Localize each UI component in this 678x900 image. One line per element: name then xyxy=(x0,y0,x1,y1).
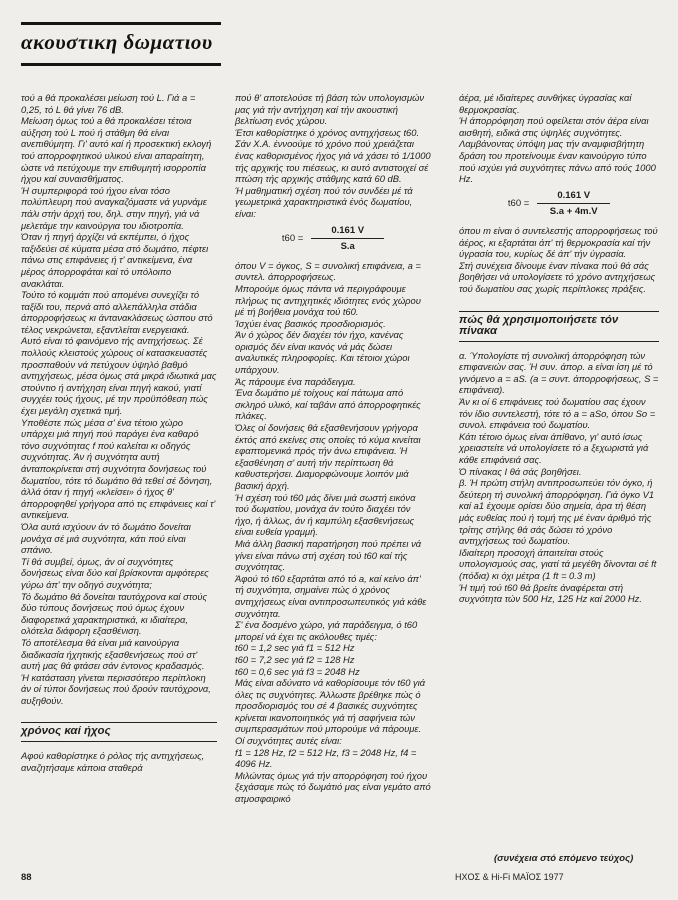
paragraph: Άν ό χώρος δέν διαχέει τόν ήχο, κανένας ορισμός δέν είναι ικανός νά μάς δώσει αναλυτικές πληροφορίες. Και τέτοιοι χώροι υπάρχουν. xyxy=(235,329,410,376)
paragraph: Ή συμπεριφορά τού ήχου είναι τόσο πολύπλευρη πού αναγκαζόμαστε νά γυρνάμε πάλι στήν άρχή του, δηλ. στην πηγή, γιά νά μελετάμε την καινούργια του ιδιοτροπία. xyxy=(21,184,207,231)
paragraph: Σάν Χ.Α. έννοούμε τό χρόνο πού χρειάζεται ένας καθορισμένος ήχος γιά νά χάσει τό 1/1000 τής αρχικής του πιέσεως, κι αυτό αντιστοιχεί σέ πτώση τής αρχικής στάθμης κατά 60 dB. xyxy=(235,138,431,185)
paragraph: Υποθέστε πώς μέσα σ' ένα τέτοιο χώρο υπάρχει μιά πηγή πού παράγει ένα καθαρό τόνο συχνότητας f πού καλείται κι οδηγός συχνότητας. Άν ή συχνότητα αυτή άνταποκρίνεται στή συχνότητα δονήσεως τού δωματίου, τότε τό δωμάτιο θά τεθεί σέ δόνηση, άλλά όταν ή πηγή «κλείσει» ό ήχος θ' άπορροφηθεί γρήγορα από τις επιφάνειες καί τ' αντικείμενα. xyxy=(21,416,216,521)
paragraph: Τούτο τό κομμάτι πού απομένει συνεχίζει τό ταξίδι του, περνά από αλλεπάλληλα στάδια άπορροφήσεως κι άντανακλάσεως ώσπου στό τέλος νεκρώνεται, εξαντλείται ενεργειακά. xyxy=(21,289,213,335)
continued-note: (συνέχεια στό επόμενο τεύχος) xyxy=(494,853,634,864)
formula-fraction xyxy=(537,190,610,218)
example-value-row: t60 = 0,6 sec γιά f3 = 2048 Hz xyxy=(235,665,360,677)
paragraph: Άς πάρουμε ένα παράδειγμα. xyxy=(235,375,356,387)
example-value-row: t60 = 1,2 sec γιά f1 = 512 Hz xyxy=(235,642,355,654)
paragraph: Ό πίνακας Ι θά σάς βοηθήσει. xyxy=(459,465,582,477)
paragraph: Ή κατάσταση γίνεται περισσότερο περίπλοκη άν οί τύποι δονήσεως πού δρούν ταυτόχρονα, αυξηθούν. xyxy=(21,671,211,706)
paragraph: Μπορούμε όμως πάντα νά περιγράφουμε πλήρως τις αντηχητικές ιδιότητες ενός χώρου μέ τή βοήθεια μονάχα τού t60. xyxy=(235,282,421,318)
paragraph: Ή άπορρόφηση πού οφείλεται στόν άέρα είναι αισθητή, ειδικά στις ύψηλές συχνότητες. xyxy=(459,115,649,138)
paragraph: Τί θά συμβεί, όμως, άν οί συχνότητες δονήσεως είναι δύο καί βρίσκονται αμφότερες γύρω άπ' την οδηγό συχνότητα; xyxy=(21,555,209,590)
reverb-formula xyxy=(235,225,431,253)
formula-lhs: t60 = xyxy=(507,198,530,210)
paragraph: Μιλώντας όμως γιά τήν απορρόφηση τού ήχου ξεχάσαμε πώς τό δωμάτιό μας είναι γεμάτο από ατμοσφαιρικό xyxy=(235,769,431,805)
formula-fraction xyxy=(311,225,384,253)
example-value-row: t60 = 7,2 sec γιά f2 = 128 Hz xyxy=(235,653,355,665)
paragraph: Αφού καθορίστηκε ό ρόλος τής αντηχήσεως, αναζητήσαμε κάποια σταθερά xyxy=(21,750,205,773)
header-rule-bottom xyxy=(21,63,221,66)
paragraph: Ή σχέση τού t60 μάς δίνει μιά σωστή εικόνα τού δωματίου, μονάχα άν τούτο διαχέει τόν ήχο, ή άλλως, άν ή καμπύλη εξασθενήσεως είναι ευθεία γραμμή. xyxy=(235,491,416,538)
paragraph: τού a θά προκαλέσει μείωση τού L. Γιά a = 0,25, τό L θά γίνει 76 dB. xyxy=(21,92,196,115)
page-number: 88 xyxy=(21,872,32,883)
formula-denominator: S.a + 4m.V xyxy=(549,206,598,218)
formula-numerator: 0.161 V xyxy=(537,190,610,205)
formula-lhs: t60 = xyxy=(281,232,304,244)
paragraph: Έτσι καθορίστηκε ό χρόνος αντηχήσεως t60. xyxy=(235,126,420,138)
paragraph: Όλα αυτά ισχύουν άν τό δωμάτιο δονείται μονάχα σέ μιά συχνότητα, κάτι πού είναι σπάνιο. xyxy=(21,520,191,556)
paragraph: Λαμβάνοντας ύπόψη μας τήν αναμφισβήτητη δράση του προτείνουμε έναν καινούργιο τύπο πού ισχύει γιά συχνότητες πάνω από τούς 1000 Hz. xyxy=(459,138,656,185)
air-absorption-formula xyxy=(459,190,659,218)
paragraph: Ή μαθηματική σχέση πού τόν συνδέει μέ τά γεωμετρικά χαρακτηριστικά ένός δωματίου, είναι: xyxy=(235,184,413,219)
paragraph: Ένα δωμάτιο μέ τοίχους καί πάτωμα από σκληρό υλικό, καί ταβάνι από άπορροφητικές πλάκες. xyxy=(235,387,421,422)
paragraph: Άφού τό t60 εξαρτάται από τό a, καί κείνο άπ' τή συχνότητα, σημαίνει πώς ό χρόνος αντηχήσεως είναι αντιπροσωπευτικός γιά κάθε συχνότητα. xyxy=(235,572,427,619)
paragraph: Όταν ή πηγή άρχίζει νά εκπέμπει, ό ήχος ταξιδεύει σέ κύματα μέσα στό δωμάτιο, πέφτει πάνω στις επιφάνειες ή τ' αντικείμενα, ένα μέρος άπορροφάται καί τό υπόλοιπο ανακλάται. xyxy=(21,231,209,289)
magazine-footer: ΗΧΟΣ & Hi-Fi ΜΑΪΟΣ 1977 xyxy=(455,872,564,882)
subheading-how-to-use-table: πώς θά χρησιμοποιήσετε τόν πίνακα xyxy=(459,311,659,342)
paragraph: όπου V = όγκος, S = συνολική επιφάνεια, a = συντελ. άπορροφήσεως. xyxy=(235,259,421,283)
paragraph: Ιδιαίτερη προσοχή άπαιτείται στούς υπολογισμούς σας, γιατί τά μεγέθη δίνονται σέ ft (πόδια) κι όχι μέτρα (1 ft = 0.3 m) xyxy=(459,546,657,581)
text-column-1 xyxy=(21,92,217,773)
paragraph: Στή συνέχεια δίνουμε έναν πίνακα πού θά σάς βοηθήσει νά υπολογίσετε τό χρόνο αντηχήσεως τού δωματίου σας χωρίς περίπλοκες πράξεις. xyxy=(459,259,656,294)
formula-numerator: 0.161 V xyxy=(311,225,384,240)
formula-denominator: S.a xyxy=(340,241,355,253)
paragraph: Αυτό είναι τό φαινόμενο τής αντηχήσεως. Σέ πολλούς κλειστούς χώρους οί κατασκευαστές προσπαθούν νά πετύχουν ύψηλό βαθμό αντηχήσεως, μέσα όμως στά μικρά ιδιωτικά μας στούντιο ή αντήχηση είναι πηγή κακού, γιατί συγχέει τούς ήχους, μέ την προϋπόθεση πώς έχει μεγάλη σχετικά τιμή. xyxy=(21,335,217,417)
paragraph: Ίσχύει ένας βασικός προσδιορισμός. xyxy=(235,317,386,329)
paragraph: α. Ύπολογίστε τή συνολική άπορρόφηση τών επιφανειών σας. Ή συν. άπορ. a είναι ίση μέ τό γινόμενο a = aS. (a = συντ. άπορροφήσεως, S = επιφάνεια). xyxy=(459,349,659,396)
paragraph: Μιά άλλη βασική παρατήρηση πού πρέπει νά γίνει είναι πάνω στή σχέση τού t60 καί τής συχνότητας. xyxy=(235,537,422,573)
paragraph: β. Ή πρώτη στήλη αντιπροσωπεύει τόν όγκο, ή δεύτερη τή συνολική άπορρόφηση. Γιά όγκο V1 καί a1 έχουμε ορίσει δύο σημεία, άρα τή θέση μάς ευθείας πού ή τομή της μέ έναν άριθμό τής τρίτης στήλης θά σάς δώσει τό χρόνο αντηχήσεως τού δωματίου. xyxy=(459,477,655,547)
paragraph: Σ' ένα δοσμένο χώρο, γιά παράδειγμα, ό t60 μπορεί νά έχει τις ακόλουθες τιμές: xyxy=(235,619,418,642)
paragraph: Μείωση όμως τού a θά προκαλέσει τέτοια αύξηση τού L πού ή στάθμη θά είναι ανεπιθύμητη. Γι' αυτό καί ή προσεκτική εκλογή τού απορροφητικού υλικού είναι απαραίτητη, ώστε νά πετύχουμε την επιθυμητή ισορροπία ήχου καί συναισθήματος. xyxy=(21,115,212,185)
paragraph: Μάς είναι αδύνατο νά καθορίσουμε τόν t60 γιά όλες τις συχνότητες. Άλλωστε βρέθηκε πώς ό προσδιορισμός του σέ 4 βασικές συχνότητες κρίνεται ικανοποιητικός γιά τή σαφήνεια τών συμπερασμάτων πού μπορούμε νά πάρουμε. Οί συχνότητες αυτές είναι: xyxy=(235,677,426,747)
subheading-time-and-sound: χρόνος καί ήχος xyxy=(21,722,217,742)
paragraph: Άν κι οί 6 επιφάνειες τού δωματίου σας έχουν τόν ίδιο συντελεστή, τότε τό a = aSo, όπου So = συνολ. επιφάνεια τού δωματίου. xyxy=(459,396,656,431)
paragraph: Όλες οί δονήσεις θά εξασθενήσουν γρήγορα έκτός από εκείνες στις οποίες τό κύμα κινείται εφαπτομενικά πρός τήν άνω επιφάνεια. Ή εξασθένηση σ' αυτή τήν περίπτωση θά καθυστερήσει. Διαμορφώνουμε λοιπόν μιά βασική άρχή. xyxy=(235,422,421,491)
article-heading: ακουστικη δωματιου xyxy=(21,30,213,54)
paragraph: Κάτι τέτοιο όμως είναι άπίθανο, γι' αυτό ίσως χρειαστείτε νά υπολογίσετε τό a ξεχωριστά γιά κάθε επιφάνειά σας. xyxy=(459,430,649,466)
paragraph: Τό δωμάτιο θά δονείται ταυτόχρονα καί στούς δύο τύπους δονήσεως πού όμως έχουν διαφορετικά χαρακτηριστικά, κι ιδιαίτερα, ολότελα διάφορη εξασθένιση. xyxy=(21,590,208,637)
paragraph: όπου m είναι ό συντελεστής απορροφήσεως τού άέρος, κι εξαρτάται άπ' τή θερμοκρασία καί τήν ύγρασία του, κυρίως δέ άπ' τήν ύγρασία. xyxy=(459,224,658,260)
header-rule-top xyxy=(21,22,221,25)
text-column-2 xyxy=(235,92,431,805)
paragraph: άέρα, μέ ιδιαίτερες συνθήκες ύγρασίας καί θερμοκρασίας. xyxy=(459,92,632,115)
paragraph: Τό αποτέλεσμα θά είναι μιά καινούργια διαδικασία ήχητικής εξασθενήσεως πού στ' αυτή μας θά φτάσει σάν έντονος κραδασμός. xyxy=(21,636,205,672)
paragraph: f1 = 128 Hz, f2 = 512 Hz, f3 = 2048 Hz, f4 = 4096 Hz. xyxy=(235,746,417,770)
text-column-3 xyxy=(459,92,659,605)
paragraph: Ή τιμή τού t60 θά βρείτε άναφέρεται στή συχνότητα τών 500 Hz, 125 Hz καί 2000 Hz. xyxy=(459,581,642,605)
paragraph: πού θ' αποτελούσε τή βάση τών υπολογισμών μας γιά τήν αντήχηση καί τήν ακουστική βελτίωση ενός χώρου. xyxy=(235,92,425,127)
